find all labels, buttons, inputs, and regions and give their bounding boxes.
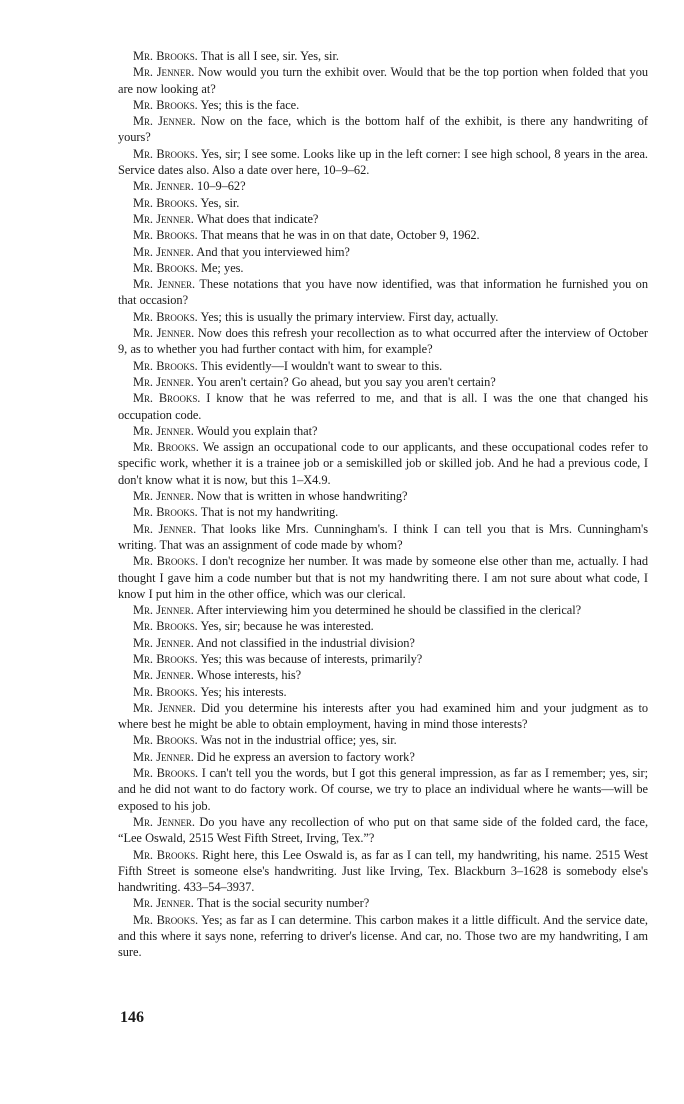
speaker-name: Mr. Brooks. bbox=[133, 195, 198, 210]
speaker-name: Mr. Brooks. bbox=[133, 49, 198, 63]
testimony-text: 10–9–62? bbox=[197, 179, 246, 194]
transcript-paragraph bbox=[118, 211, 648, 227]
testimony-text: We assign an occupational code to our applicants, and these occupational codes refer to specific work, whether it is a trainee job or a semiskilled job or skilled job. And he had a previous code, I don't know what it is now, but this 1–X4.9. bbox=[118, 440, 648, 487]
testimony-text: After interviewing him you determined he should be classified in the clerical? bbox=[196, 603, 582, 618]
transcript-paragraph bbox=[118, 309, 648, 325]
transcript-paragraph bbox=[118, 195, 648, 211]
transcript-paragraph bbox=[118, 358, 648, 374]
transcript-paragraph bbox=[118, 732, 648, 748]
speaker-name: Mr. Brooks. bbox=[133, 440, 199, 455]
testimony-text: That is not my handwriting. bbox=[200, 505, 339, 520]
transcript-paragraph bbox=[118, 64, 648, 97]
speaker-name: Mr. Brooks. bbox=[133, 309, 198, 324]
transcript-paragraph bbox=[118, 244, 648, 260]
testimony-text: Me; yes. bbox=[201, 260, 244, 275]
transcript-paragraph bbox=[118, 423, 648, 439]
speaker-name: Mr. Brooks. bbox=[133, 684, 198, 699]
speaker-name: Mr. Brooks. bbox=[133, 912, 199, 927]
transcript-paragraph bbox=[118, 97, 648, 113]
testimony-text: That is all I see, sir. Yes, sir. bbox=[200, 49, 339, 63]
transcript-paragraph bbox=[118, 553, 648, 602]
testimony-text: Right here, this Lee Oswald is, as far as I can tell, my handwriting, his name. 2515 West Fifth Street is someone else's handwriting. Just like Irving, Tex. Blackburn 3–1628 is somebody else's handwriting. 433–54–3937. bbox=[118, 847, 648, 895]
testimony-text: Yes, sir. bbox=[200, 195, 240, 210]
speaker-name: Mr. Brooks. bbox=[133, 847, 199, 862]
testimony-text: Was not in the industrial office; yes, sir. bbox=[200, 733, 397, 748]
speaker-name: Mr. Jenner. bbox=[133, 635, 194, 650]
speaker-name: Mr. Brooks. bbox=[133, 766, 199, 781]
transcript-paragraph bbox=[118, 749, 648, 765]
transcript-paragraph bbox=[118, 521, 648, 554]
transcript-paragraph bbox=[118, 618, 648, 634]
testimony-text: Did you determine his interests after you had examined him and your judgment as to where best he might be able to obtain employment, having in mind those interests? bbox=[118, 700, 648, 732]
testimony-text: Yes; this is the face. bbox=[200, 97, 300, 112]
transcript-paragraph bbox=[118, 814, 648, 847]
testimony-text: Yes; as far as I can determine. This carbon makes it a little difficult. And the service date, and this where it says none, referring to driver's license. And car, no. Those two are my handwriting, I am sure. bbox=[118, 912, 648, 960]
speaker-name: Mr. Jenner. bbox=[133, 489, 194, 504]
testimony-text: Would you explain that? bbox=[196, 423, 318, 438]
transcript-paragraph bbox=[118, 439, 648, 488]
transcript-paragraph bbox=[118, 390, 648, 423]
speaker-name: Mr. Jenner. bbox=[133, 521, 197, 536]
speaker-name: Mr. Jenner. bbox=[133, 603, 194, 618]
transcript-paragraph bbox=[118, 488, 648, 504]
speaker-name: Mr. Brooks. bbox=[133, 97, 198, 112]
speaker-name: Mr. Brooks. bbox=[133, 358, 198, 373]
transcript-paragraph bbox=[118, 765, 648, 814]
transcript-paragraph bbox=[118, 895, 648, 911]
transcript-paragraph bbox=[118, 48, 648, 64]
speaker-name: Mr. Jenner. bbox=[133, 179, 194, 194]
speaker-name: Mr. Brooks. bbox=[133, 619, 198, 634]
testimony-text: That is the social security number? bbox=[196, 896, 370, 911]
testimony-text: Yes; this was because of interests, primarily? bbox=[200, 651, 423, 666]
testimony-text: Now on the face, which is the bottom half of the exhibit, is there any handwriting of yours? bbox=[118, 114, 649, 145]
speaker-name: Mr. Jenner. bbox=[133, 374, 194, 389]
transcript-paragraph bbox=[118, 667, 648, 683]
testimony-text: Now that is written in whose handwriting? bbox=[197, 489, 408, 504]
speaker-name: Mr. Jenner. bbox=[133, 749, 194, 764]
speaker-name: Mr. Jenner. bbox=[133, 65, 195, 80]
speaker-name: Mr. Jenner. bbox=[133, 326, 195, 341]
speaker-name: Mr. Jenner. bbox=[133, 423, 194, 438]
speaker-name: Mr. Brooks. bbox=[133, 651, 198, 666]
testimony-text: I can't tell you the words, but I got this general impression, as far as I remember; yes, sir; and he did not want to do factory work. Of course, we try to place an individual where he wants—will be exposed to his job. bbox=[118, 766, 648, 813]
transcript-paragraph bbox=[118, 847, 648, 896]
testimony-text: Yes, sir; because he was interested. bbox=[200, 619, 374, 634]
speaker-name: Mr. Jenner. bbox=[133, 814, 195, 829]
transcript-paragraph bbox=[118, 504, 648, 520]
transcript-paragraph bbox=[118, 602, 648, 618]
transcript-paragraph bbox=[118, 374, 648, 390]
speaker-name: Mr. Jenner. bbox=[133, 700, 196, 715]
transcript-page bbox=[118, 48, 648, 961]
testimony-text: Now does this refresh your recollection as to what occurred after the interview of October 9, as to whether you had further contact with him, for example? bbox=[118, 326, 648, 357]
testimony-text: What does that indicate? bbox=[196, 211, 319, 226]
speaker-name: Mr. Jenner. bbox=[133, 211, 194, 226]
testimony-text: Do you have any recollection of who put on that same side of the folded card, the face, “Lee Oswald, 2515 West Fifth Street, Irving, Tex.”? bbox=[118, 814, 648, 846]
transcript-paragraph bbox=[118, 912, 648, 961]
transcript-paragraph bbox=[118, 635, 648, 651]
testimony-text: This evidently—I wouldn't want to swear to this. bbox=[200, 358, 443, 373]
transcript-paragraph bbox=[118, 113, 648, 146]
page-number: 146 bbox=[120, 1009, 144, 1026]
speaker-name: Mr. Brooks. bbox=[133, 391, 201, 406]
testimony-text: And that you interviewed him? bbox=[196, 244, 350, 259]
testimony-text: Yes; his interests. bbox=[200, 684, 287, 699]
testimony-text: That means that he was in on that date, October 9, 1962. bbox=[200, 228, 480, 243]
speaker-name: Mr. Brooks. bbox=[133, 505, 198, 520]
transcript-paragraph bbox=[118, 146, 648, 179]
transcript-paragraph bbox=[118, 325, 648, 358]
testimony-text: I don't recognize her number. It was made by someone else other than me, actually. I had thought I gave him a code number but that is not my handwriting there. I am not sure about what code, I know I put him in the other office, which was our clerical. bbox=[118, 554, 648, 601]
speaker-name: Mr. Jenner. bbox=[133, 244, 194, 259]
testimony-text: Now would you turn the exhibit over. Would that be the top portion when folded that you are now looking at? bbox=[118, 65, 648, 96]
testimony-text: Yes, sir; I see some. Looks like up in the left corner: I see high school, 8 years in the area. Service dates also. Also a date over here, 10–9–62. bbox=[118, 146, 648, 178]
testimony-text: I know that he was referred to me, and that is all. I was the one that changed his occupation code. bbox=[118, 391, 648, 422]
transcript-paragraph bbox=[118, 178, 648, 194]
speaker-name: Mr. Jenner. bbox=[133, 114, 196, 129]
speaker-name: Mr. Brooks. bbox=[133, 554, 199, 569]
speaker-name: Mr. Brooks. bbox=[133, 733, 198, 748]
testimony-text: And not classified in the industrial division? bbox=[196, 635, 415, 650]
speaker-name: Mr. Jenner. bbox=[133, 896, 194, 911]
transcript-paragraph bbox=[118, 227, 648, 243]
speaker-name: Mr. Jenner. bbox=[133, 668, 194, 683]
speaker-name: Mr. Brooks. bbox=[133, 146, 198, 161]
transcript-paragraph bbox=[118, 260, 648, 276]
testimony-text: These notations that you have now identified, was that information he furnished you on that occasion? bbox=[118, 277, 648, 308]
speaker-name: Mr. Jenner. bbox=[133, 277, 196, 292]
testimony-text: That looks like Mrs. Cunningham's. I think I can tell you that is Mrs. Cunningham's writing. That was an assignment of code made by whom? bbox=[118, 521, 648, 552]
transcript-paragraph bbox=[118, 651, 648, 667]
speaker-name: Mr. Brooks. bbox=[133, 260, 198, 275]
testimony-text: Whose interests, his? bbox=[196, 668, 302, 683]
transcript-paragraph bbox=[118, 700, 648, 733]
testimony-text: Yes; this is usually the primary interview. First day, actually. bbox=[200, 309, 499, 324]
testimony-text: You aren't certain? Go ahead, but you say you aren't certain? bbox=[196, 374, 496, 389]
transcript-paragraph bbox=[118, 276, 648, 309]
transcript-paragraph bbox=[118, 684, 648, 700]
speaker-name: Mr. Brooks. bbox=[133, 228, 198, 243]
testimony-text: Did he express an aversion to factory work? bbox=[197, 749, 415, 764]
